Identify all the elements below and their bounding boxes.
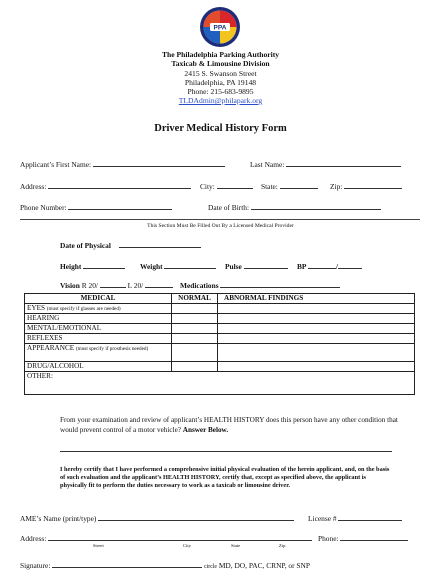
- normal-cell[interactable]: [172, 334, 218, 344]
- abnormal-cell[interactable]: [218, 362, 415, 372]
- state-field[interactable]: [280, 181, 318, 189]
- license-label: License #: [308, 514, 337, 523]
- weight-label: Weight: [140, 262, 163, 271]
- address-field[interactable]: [48, 181, 191, 189]
- sub-street: Street: [93, 543, 104, 548]
- city-field[interactable]: [217, 181, 253, 189]
- circle-label: circle: [204, 564, 217, 570]
- vision-label: Vision: [60, 281, 80, 290]
- weight-field[interactable]: [164, 261, 216, 269]
- row-label: MENTAL/EMOTIONAL: [25, 324, 172, 334]
- row-label: HEARING: [25, 314, 172, 324]
- sub-city: City: [183, 543, 191, 548]
- medications-field[interactable]: [220, 280, 340, 288]
- header-medical: MEDICAL: [25, 294, 172, 304]
- bp-label: BP: [297, 262, 307, 271]
- bp-systolic-field[interactable]: [308, 261, 336, 269]
- date-of-physical-field[interactable]: [119, 240, 201, 248]
- medications-label: Medications: [180, 281, 219, 290]
- last-name-label: Last Name:: [250, 160, 285, 169]
- header-phone: Phone: 215-683-9895: [187, 87, 254, 96]
- pulse-label: Pulse: [225, 262, 242, 271]
- org-name: The Philadelphia Parking Authority: [161, 50, 280, 59]
- table-header-row: [25, 294, 415, 304]
- date-of-physical-label: Date of Physical: [60, 241, 111, 250]
- certification-statement: I hereby certify that I have performed a comprehensive initial physical evaluation of the herein applicant, and, on the basis of such evaluation and the applicant’s HEALTH HISTORY, certify that, except as specified above, the applicant is physically fit to perform the duties necessary to work as a taxicab or limousine driver.: [60, 466, 390, 490]
- normal-cell[interactable]: [172, 324, 218, 334]
- ppa-logo-icon: [199, 6, 241, 48]
- table-row: [25, 324, 415, 334]
- abnormal-cell[interactable]: [218, 304, 415, 314]
- street-address: 2415 S. Swanson Street: [184, 69, 257, 78]
- row-label: APPEARANCE (must specify if prosthesis needed): [25, 344, 172, 362]
- table-row: [25, 304, 415, 314]
- table-row: [25, 372, 415, 395]
- state-label: State:: [261, 182, 278, 191]
- pulse-field[interactable]: [244, 261, 288, 269]
- row-label: REFLEXES: [25, 334, 172, 344]
- other-row[interactable]: OTHER:: [25, 372, 415, 395]
- table-row: [25, 334, 415, 344]
- city-label: City:: [200, 182, 215, 191]
- normal-cell[interactable]: [172, 304, 218, 314]
- row-label: DRUG/ALCOHOL: [25, 362, 172, 372]
- abnormal-cell[interactable]: [218, 344, 415, 362]
- table-row: [25, 314, 415, 324]
- medical-findings-table: [24, 293, 415, 395]
- ame-name-label: AME’s Name (print/type): [20, 514, 97, 523]
- zip-field[interactable]: [344, 181, 402, 189]
- division-name: Taxicab & Limousine Division: [171, 59, 270, 68]
- signature-label: Signature:: [20, 561, 51, 570]
- normal-cell[interactable]: [172, 362, 218, 372]
- phone-number-field[interactable]: [68, 202, 172, 210]
- header-abnormal-findings: ABNORMAL FINDINGS: [218, 294, 415, 304]
- table-row: [25, 344, 415, 362]
- phone-number-label: Phone Number:: [20, 203, 67, 212]
- height-label: Height: [60, 262, 82, 271]
- city-address: Philadelphia, PA 19148: [184, 78, 257, 87]
- sub-zip: Zip: [279, 543, 286, 548]
- normal-cell[interactable]: [172, 314, 218, 324]
- dob-label: Date of Birth:: [208, 203, 250, 212]
- abnormal-cell[interactable]: [218, 324, 415, 334]
- first-name-field[interactable]: [93, 159, 225, 167]
- section-divider: [20, 219, 420, 220]
- ame-phone-label: Phone:: [318, 534, 339, 543]
- vision-r-label: R 20/: [81, 281, 98, 290]
- first-name-label: Applicant’s First Name:: [20, 160, 92, 169]
- address-label: Address:: [20, 182, 47, 191]
- sub-state: State: [231, 543, 241, 548]
- ame-phone-field[interactable]: [340, 533, 408, 541]
- health-question: From your examination and review of applicant’s HEALTH HISTORY does this person have any other condition that would prevent control of a motor vehicle? Answer Below.: [60, 416, 398, 434]
- form-title: Driver Medical History Form: [154, 123, 287, 134]
- abnormal-cell[interactable]: [218, 334, 415, 344]
- ame-address-label: Address:: [20, 534, 47, 543]
- credentials-options[interactable]: MD, DO, PAC, CRNP, or SNP: [218, 561, 310, 570]
- table-row: [25, 362, 415, 372]
- height-field[interactable]: [83, 261, 125, 269]
- provider-note: This Section Must Be Filled Out By a Licensed Medical Provider: [147, 223, 294, 229]
- abnormal-cell[interactable]: [218, 314, 415, 324]
- dob-field[interactable]: [251, 202, 381, 210]
- bp-diastolic-field[interactable]: [335, 261, 362, 271]
- vision-l-field[interactable]: [145, 280, 173, 288]
- ame-name-field[interactable]: [98, 513, 294, 521]
- signature-field[interactable]: [52, 560, 202, 568]
- zip-label: Zip:: [330, 182, 343, 191]
- ame-address-field[interactable]: [48, 533, 312, 541]
- header-normal: NORMAL: [172, 294, 218, 304]
- answer-below-label: Answer Below: [182, 425, 227, 434]
- last-name-field[interactable]: [286, 159, 401, 167]
- bp-separator: /: [335, 262, 338, 271]
- license-field[interactable]: [338, 513, 402, 521]
- email-link[interactable]: TLDAdmin@philapark.org: [178, 96, 263, 105]
- logo-text: PPA: [213, 24, 227, 32]
- answer-line[interactable]: [60, 451, 392, 452]
- normal-cell[interactable]: [172, 344, 218, 362]
- vision-l-label: L 20/: [127, 281, 144, 290]
- row-label: EYES (must specify if glasses are needed): [25, 304, 172, 314]
- vision-r-field[interactable]: [100, 280, 126, 288]
